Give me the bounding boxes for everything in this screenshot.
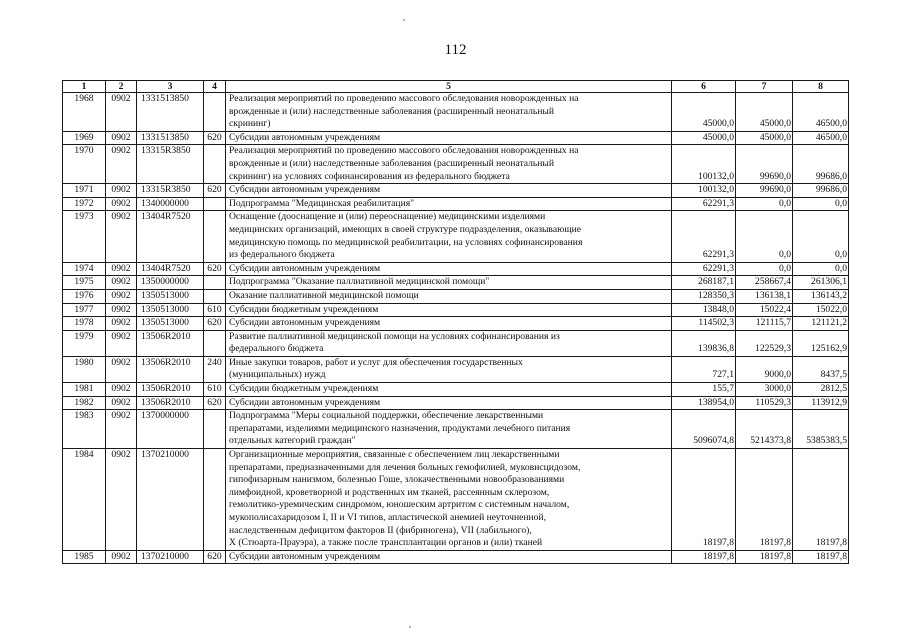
- amount-year1-cell: 100132,0: [672, 184, 736, 198]
- row-number-cell: 1984: [63, 449, 106, 551]
- section-code-cell: 0902: [106, 330, 137, 356]
- amount-year3-cell: 0,0: [793, 262, 849, 276]
- section-code-cell: 0902: [106, 131, 137, 145]
- amount-year3-cell: 46500,0: [793, 93, 849, 132]
- section-code-cell: 0902: [106, 356, 137, 382]
- target-code-cell: 1350000000: [137, 276, 204, 290]
- amount-year3-cell: 15022,0: [793, 303, 849, 317]
- amount-year1-cell: 268187,1: [672, 276, 736, 290]
- table-row: [63, 410, 849, 449]
- amount-year1-cell: 45000,0: [672, 131, 736, 145]
- amount-year3-cell: 121121,2: [793, 317, 849, 331]
- expense-type-cell: [204, 93, 226, 132]
- amount-year1-cell: 155,7: [672, 383, 736, 397]
- section-code-cell: 0902: [106, 396, 137, 410]
- column-header: 4: [204, 81, 226, 93]
- amount-year2-cell: 18197,8: [736, 550, 793, 564]
- row-number-cell: 1972: [63, 197, 106, 211]
- description-line: Субсидии бюджетным учреждениям: [229, 303, 379, 315]
- expense-type-cell: [204, 276, 226, 290]
- amount-year3-cell: 2812,5: [793, 383, 849, 397]
- target-code-cell: 13506R2010: [137, 356, 204, 382]
- amount-year3-cell: 136143,2: [793, 289, 849, 303]
- page-number: 112: [444, 42, 467, 58]
- table-row: [63, 197, 849, 211]
- description-cell: [226, 449, 672, 551]
- description-line: из федерального бюджета: [229, 249, 335, 261]
- row-number-cell: 1975: [63, 276, 106, 290]
- table-row: [63, 303, 849, 317]
- description-line: Оснащение (дооснащение и (или) переоснащение) медицинскими изделиями: [229, 211, 546, 223]
- target-code-cell: 13506R2010: [137, 330, 204, 356]
- row-number-cell: 1982: [63, 396, 106, 410]
- row-number-cell: 1983: [63, 410, 106, 449]
- amount-year1-cell: 100132,0: [672, 145, 736, 184]
- description-line: препаратами, изделиями медицинского назначения, продуктами лечебного питания: [229, 422, 571, 434]
- expense-type-cell: [204, 330, 226, 356]
- amount-year2-cell: 0,0: [736, 262, 793, 276]
- column-header: 1: [63, 81, 106, 93]
- target-code-cell: 1370000000: [137, 410, 204, 449]
- row-number-cell: 1979: [63, 330, 106, 356]
- description-line: медицинскую помощь по медицинской реабилитации, на условиях софинансирования: [229, 236, 583, 248]
- description-line: Субсидии автономным учреждениям: [229, 550, 381, 562]
- description-cell: [226, 262, 672, 276]
- row-number-cell: 1977: [63, 303, 106, 317]
- amount-year2-cell: 15022,4: [736, 303, 793, 317]
- table-row: [63, 449, 849, 551]
- description-line: скрининг) на условиях софинансирования из федерального бюджета: [229, 170, 510, 182]
- section-code-cell: 0902: [106, 317, 137, 331]
- expense-type-cell: 620: [204, 131, 226, 145]
- section-code-cell: 0902: [106, 211, 137, 262]
- expense-type-cell: 240: [204, 356, 226, 382]
- description-line: Организационные мероприятия, связанные с обеспечением лиц лекарственными: [229, 449, 560, 461]
- expense-type-cell: [204, 197, 226, 211]
- amount-year1-cell: 114502,3: [672, 317, 736, 331]
- description-line: федерального бюджета: [229, 343, 324, 355]
- target-code-cell: 13506R2010: [137, 396, 204, 410]
- target-code-cell: 13404R7520: [137, 211, 204, 262]
- description-line: Развитие паллиативной медицинской помощи на условиях софинансирования из: [229, 330, 560, 342]
- description-cell: [226, 330, 672, 356]
- target-code-cell: 1370210000: [137, 550, 204, 564]
- amount-year2-cell: 9000,0: [736, 356, 793, 382]
- table-row: [63, 184, 849, 198]
- expense-type-cell: [204, 211, 226, 262]
- description-line: лимфоидной, кроветворной и родственных им тканей, рассеянным склерозом,: [229, 486, 550, 498]
- row-number-cell: 1971: [63, 184, 106, 198]
- target-code-cell: 1350513000: [137, 289, 204, 303]
- amount-year1-cell: 128350,3: [672, 289, 736, 303]
- table-row: [63, 396, 849, 410]
- amount-year3-cell: 0,0: [793, 211, 849, 262]
- description-line: Оказание паллиативной медицинской помощи: [229, 289, 419, 301]
- description-line: Реализация мероприятий по проведению массового обследования новорожденных на: [229, 145, 579, 157]
- row-number-cell: 1976: [63, 289, 106, 303]
- description-line: Реализация мероприятий по проведению массового обследования новорожденных на: [229, 93, 579, 104]
- amount-year1-cell: 62291,3: [672, 262, 736, 276]
- description-line: (муниципальных) нужд: [229, 369, 326, 381]
- expense-type-cell: [204, 449, 226, 551]
- amount-year3-cell: 0,0: [793, 197, 849, 211]
- amount-year3-cell: 113912,9: [793, 396, 849, 410]
- description-cell: [226, 356, 672, 382]
- amount-year3-cell: 18197,8: [793, 449, 849, 551]
- table-row: [63, 131, 849, 145]
- amount-year2-cell: 3000,0: [736, 383, 793, 397]
- section-code-cell: 0902: [106, 276, 137, 290]
- section-code-cell: 0902: [106, 93, 137, 132]
- table-row: [63, 317, 849, 331]
- description-line: мукополисахаридозом I, II и VI типов, апластической анемией неуточненной,: [229, 512, 546, 523]
- section-code-cell: 0902: [106, 289, 137, 303]
- description-line: Субсидии автономным учреждениям: [229, 262, 381, 274]
- description-line: гемолитико-уремическим синдромом, юношеским артритом с системным началом,: [229, 499, 570, 511]
- amount-year3-cell: 99686,0: [793, 184, 849, 198]
- amount-year1-cell: 45000,0: [672, 93, 736, 132]
- description-line: Подпрограмма "Меры социальной поддержки, обеспечение лекарственными: [229, 410, 544, 422]
- amount-year3-cell: 99686,0: [793, 145, 849, 184]
- amount-year2-cell: 99690,0: [736, 145, 793, 184]
- description-line: отдельных категорий граждан": [229, 435, 356, 447]
- description-cell: [226, 317, 672, 331]
- expense-type-cell: 610: [204, 383, 226, 397]
- row-number-cell: 1968: [63, 93, 106, 132]
- description-cell: [226, 184, 672, 198]
- amount-year1-cell: 62291,3: [672, 211, 736, 262]
- amount-year3-cell: 8437,5: [793, 356, 849, 382]
- target-code-cell: 1331513850: [137, 131, 204, 145]
- amount-year2-cell: 258667,4: [736, 276, 793, 290]
- amount-year1-cell: 18197,8: [672, 449, 736, 551]
- amount-year2-cell: 18197,8: [736, 449, 793, 551]
- amount-year2-cell: 122529,3: [736, 330, 793, 356]
- column-header: 2: [106, 81, 137, 93]
- description-line: Подпрограмма "Оказание паллиативной медицинской помощи": [229, 276, 490, 288]
- budget-table-container: [62, 80, 848, 564]
- scan-speck: [409, 626, 411, 628]
- table-row: [63, 262, 849, 276]
- amount-year1-cell: 5096074,8: [672, 410, 736, 449]
- target-code-cell: 13404R7520: [137, 262, 204, 276]
- section-code-cell: 0902: [106, 303, 137, 317]
- expense-type-cell: 620: [204, 184, 226, 198]
- table-row: [63, 289, 849, 303]
- description-line: Иные закупки товаров, работ и услуг для обеспечения государственных: [229, 356, 523, 368]
- table-body: [63, 93, 849, 564]
- section-code-cell: 0902: [106, 262, 137, 276]
- description-line: X (Стюарта-Прауэра), а также после трансплантации органов и (или) тканей: [229, 537, 543, 549]
- column-header: 5: [226, 81, 672, 93]
- description-line: врожденные и (или) наследственные заболевания (расширенный неонатальный: [229, 157, 554, 169]
- budget-table: [62, 80, 849, 564]
- expense-type-cell: 620: [204, 317, 226, 331]
- description-line: Субсидии бюджетным учреждениям: [229, 383, 379, 395]
- target-code-cell: 1350513000: [137, 303, 204, 317]
- table-row: [63, 330, 849, 356]
- table-row: [63, 93, 849, 132]
- row-number-cell: 1974: [63, 262, 106, 276]
- amount-year2-cell: 99690,0: [736, 184, 793, 198]
- expense-type-cell: 610: [204, 303, 226, 317]
- target-code-cell: 13315R3850: [137, 145, 204, 184]
- table-row: [63, 550, 849, 564]
- amount-year2-cell: 136138,1: [736, 289, 793, 303]
- section-code-cell: 0902: [106, 145, 137, 184]
- amount-year1-cell: 139836,8: [672, 330, 736, 356]
- description-cell: [226, 550, 672, 564]
- description-line: Субсидии автономным учреждениям: [229, 317, 381, 329]
- description-cell: [226, 410, 672, 449]
- amount-year1-cell: 138954,0: [672, 396, 736, 410]
- table-row: [63, 211, 849, 262]
- description-line: наследственным дефицитом факторов II (фибриногена), VII (лабильного),: [229, 524, 532, 536]
- amount-year1-cell: 18197,8: [672, 550, 736, 564]
- table-row: [63, 145, 849, 184]
- description-line: Субсидии автономным учреждениям: [229, 131, 381, 143]
- description-line: гипофизарным нанизмом, болезнью Гоше, злокачественными новообразованиями: [229, 474, 565, 486]
- row-number-cell: 1978: [63, 317, 106, 331]
- amount-year3-cell: 5385383,5: [793, 410, 849, 449]
- row-number-cell: 1980: [63, 356, 106, 382]
- description-cell: [226, 145, 672, 184]
- expense-type-cell: [204, 410, 226, 449]
- column-header: 6: [672, 81, 736, 93]
- section-code-cell: 0902: [106, 410, 137, 449]
- target-code-cell: 1370210000: [137, 449, 204, 551]
- row-number-cell: 1985: [63, 550, 106, 564]
- target-code-cell: 1350513000: [137, 317, 204, 331]
- description-cell: [226, 396, 672, 410]
- amount-year2-cell: 0,0: [736, 211, 793, 262]
- amount-year2-cell: 0,0: [736, 197, 793, 211]
- description-line: Подпрограмма "Медицинская реабилитация": [229, 197, 415, 209]
- row-number-cell: 1981: [63, 383, 106, 397]
- amount-year3-cell: 46500,0: [793, 131, 849, 145]
- expense-type-cell: 620: [204, 396, 226, 410]
- expense-type-cell: 620: [204, 262, 226, 276]
- amount-year2-cell: 5214373,8: [736, 410, 793, 449]
- target-code-cell: 13315R3850: [137, 184, 204, 198]
- description-line: медицинских организаций, имеющих в своей структуре подразделения, оказывающие: [229, 223, 582, 235]
- amount-year2-cell: 110529,3: [736, 396, 793, 410]
- description-cell: [226, 276, 672, 290]
- column-header: 8: [793, 81, 849, 93]
- description-cell: [226, 289, 672, 303]
- row-number-cell: 1973: [63, 211, 106, 262]
- header-row: [63, 81, 849, 93]
- description-cell: [226, 93, 672, 132]
- description-line: Субсидии автономным учреждениям: [229, 184, 381, 196]
- table-row: [63, 356, 849, 382]
- description-cell: [226, 197, 672, 211]
- section-code-cell: 0902: [106, 184, 137, 198]
- column-header: 3: [137, 81, 204, 93]
- description-cell: [226, 303, 672, 317]
- scan-speck: [403, 19, 405, 21]
- amount-year1-cell: 13848,0: [672, 303, 736, 317]
- amount-year3-cell: 261306,1: [793, 276, 849, 290]
- section-code-cell: 0902: [106, 383, 137, 397]
- target-code-cell: 1340000000: [137, 197, 204, 211]
- section-code-cell: 0902: [106, 550, 137, 564]
- description-line: Субсидии автономным учреждениям: [229, 396, 381, 408]
- amount-year3-cell: 18197,8: [793, 550, 849, 564]
- description-line: скрининг): [229, 118, 271, 130]
- column-header: 7: [736, 81, 793, 93]
- description-cell: [226, 211, 672, 262]
- description-line: препаратами, предназначенными для лечения больных гемофилией, муковисцидозом,: [229, 461, 581, 473]
- table-row: [63, 383, 849, 397]
- description-line: врожденные и (или) наследственные заболевания (расширенный неонатальный: [229, 105, 554, 117]
- amount-year2-cell: 45000,0: [736, 93, 793, 132]
- amount-year2-cell: 121115,7: [736, 317, 793, 331]
- expense-type-cell: 620: [204, 550, 226, 564]
- expense-type-cell: [204, 145, 226, 184]
- section-code-cell: 0902: [106, 197, 137, 211]
- amount-year1-cell: 62291,3: [672, 197, 736, 211]
- row-number-cell: 1969: [63, 131, 106, 145]
- amount-year3-cell: 125162,9: [793, 330, 849, 356]
- description-cell: [226, 131, 672, 145]
- table-row: [63, 276, 849, 290]
- description-cell: [226, 383, 672, 397]
- amount-year1-cell: 727,1: [672, 356, 736, 382]
- section-code-cell: 0902: [106, 449, 137, 551]
- expense-type-cell: [204, 289, 226, 303]
- row-number-cell: 1970: [63, 145, 106, 184]
- target-code-cell: 13506R2010: [137, 383, 204, 397]
- target-code-cell: 1331513850: [137, 93, 204, 132]
- amount-year2-cell: 45000,0: [736, 131, 793, 145]
